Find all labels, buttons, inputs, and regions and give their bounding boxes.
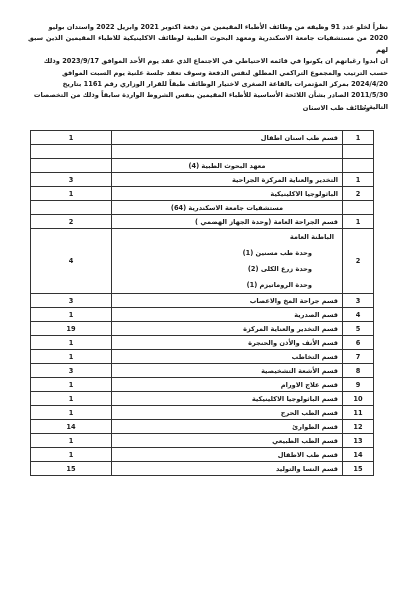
label-cell: قسم النسا والتوليد [112,462,343,476]
label-cell: قسم جراحة المخ والاعصاب [112,294,343,308]
index-cell: 2 [343,229,374,294]
section-title: مستشفيات جامعة الاسكندرية (64) [112,201,343,215]
section-row [31,201,374,215]
label-cell: قسم التخاطب [112,350,343,364]
value-cell: 1 [31,187,112,201]
index-cell: 1 [343,215,374,229]
table-row [31,434,374,448]
value-cell: 1 [31,350,112,364]
label-cell: قسم علاج الاورام [112,378,343,392]
index-cell: 1 [343,131,374,145]
index-cell: 15 [343,462,374,476]
index-cell: 3 [343,294,374,308]
value-cell: 2 [31,215,112,229]
table-row [31,322,374,336]
positions-table [30,130,374,476]
table-row [31,448,374,462]
table-row [31,215,374,229]
value-cell: 4 [31,229,112,294]
intro-paragraph [28,22,388,113]
table-row [31,336,374,350]
intro-line: نظراً لخلو عدد 91 وظيفه من وظائف الأطباء المقيمين من دفعة اكتوبر 2021 وابريل 2022 واستدان بوليو [48,23,388,31]
intro-line: حسب الترتيب والمجموع التراكمي المطلق لنفس الدفعة وسوف تعقد جلسة علنية يوم السبت الموافق [61,68,388,77]
value-cell: 1 [31,406,112,420]
subunit-name: وحدة طب مسنين (1) [242,249,312,257]
value-cell [31,201,112,215]
value-cell: 1 [31,336,112,350]
index-cell: 9 [343,378,374,392]
label-cell: الباثولوجيا الاكلينيكية [112,187,343,201]
table-row [31,462,374,476]
department-name: الباطنة العامة [289,233,334,241]
index-cell: 10 [343,392,374,406]
index-cell: 14 [343,448,374,462]
index-cell: 2 [343,187,374,201]
index-cell [343,145,374,159]
subunit-name: وحدة الروماتيزم (1) [246,281,312,289]
value-cell [31,145,112,159]
label-cell: قسم الأنف والأذن والحنجرة [112,336,343,350]
index-cell: 13 [343,434,374,448]
table-row [31,229,374,294]
subunit-name: وحدة زرع الكلى (2) [247,265,312,273]
intro-line: ان ابدوا رغباتهم ان يكونوا في قائمه الاحتياطي في الاجتماع الذي عقد يوم الأحد الموافق 2023/9/17 وذلك [43,57,388,66]
intro-line: 2011/5/30 الصادر بشأن اللائحة الأساسية للأطباء المقيمين بنفس الشروط الواردة سابقاً وذلك من التخصصات [33,91,388,100]
value-cell: 1 [31,308,112,322]
table-row [31,308,374,322]
intro-line: 2024/4/20 بمركز المؤتمرات بالقاعة الصغرى لاختيار الوظائف طبقاً للقرار الوزاري رقم 1161 بتاريخ [62,80,388,89]
label-cell: قسم الطب الحرج [112,406,343,420]
table-row [31,173,374,187]
value-cell: 15 [31,462,112,476]
label-cell: قسم طب اسنان اطفال [112,131,343,145]
value-cell: 14 [31,420,112,434]
index-cell: 4 [343,308,374,322]
label-cell [112,229,343,294]
value-cell: 1 [31,392,112,406]
value-cell: 1 [31,131,112,145]
table-row [31,350,374,364]
label-cell: قسم الأشعة التشخيصية [112,364,343,378]
intro-line: 2020 من مستشفيات جامعة الاسكندرية ومعهد البحوث الطبية لوظائف الاكلينيكية للاطباء المقيمين الذين سبق لهم [28,34,388,54]
index-cell: 12 [343,420,374,434]
table-row [31,364,374,378]
dental-section-title: وظائف طب الاسنان [302,104,370,112]
table-row [31,392,374,406]
label-cell: قسم التخدير والعناية المركزة [112,322,343,336]
label-cell: التخدير والعناية المركزة الجراحية [112,173,343,187]
value-cell: 1 [31,434,112,448]
section-row [31,159,374,173]
table-row [31,406,374,420]
index-cell: 5 [343,322,374,336]
label-cell: قسم طب الاطفال [112,448,343,462]
value-cell: 1 [31,378,112,392]
label-cell: قسم الباثولوجيا الاكلينيكية [112,392,343,406]
table-row [31,131,374,145]
table-row [31,187,374,201]
table-row [31,378,374,392]
label-cell [112,145,343,159]
label-cell: قسم الجراحة العامة (وحدة الجهاز الهضمي ) [112,215,343,229]
label-cell: قسم الطوارئ [112,420,343,434]
index-cell: 1 [343,173,374,187]
table-row [31,145,374,159]
index-cell: 6 [343,336,374,350]
index-cell: 11 [343,406,374,420]
index-cell [343,159,374,173]
index-cell: 7 [343,350,374,364]
value-cell: 19 [31,322,112,336]
value-cell: 1 [31,448,112,462]
table-row [31,420,374,434]
intro-line: التالية : [363,102,388,111]
value-cell: 3 [31,294,112,308]
label-cell: قسم الصدرية [112,308,343,322]
label-cell: قسم الطب الطبيعي [112,434,343,448]
value-cell: 3 [31,364,112,378]
index-cell [343,201,374,215]
value-cell: 3 [31,173,112,187]
value-cell [31,159,112,173]
section-title: معهد البحوث الطبية (4) [112,159,343,173]
table-row [31,294,374,308]
index-cell: 8 [343,364,374,378]
